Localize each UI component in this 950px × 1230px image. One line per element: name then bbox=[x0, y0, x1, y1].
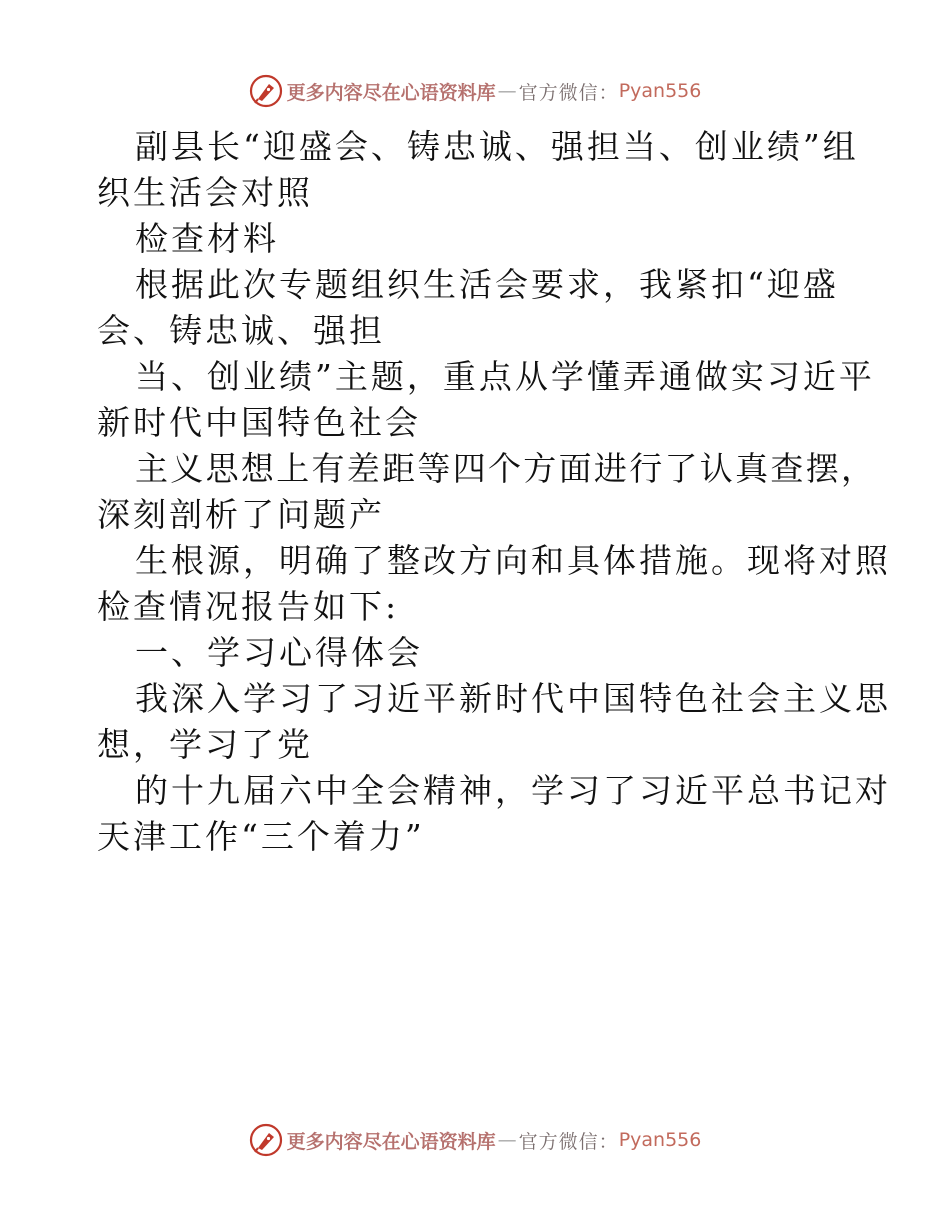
header-watermark bbox=[0, 71, 950, 111]
subtitle-line: 检查材料 bbox=[135, 219, 279, 258]
paragraph-line: 根据此次专题组织生活会要求，我紧扣“迎盛 bbox=[135, 265, 839, 304]
paragraph-line: 的十九届六中全会精神，学习了习近平总书记对 bbox=[135, 771, 891, 810]
watermark-separator: — bbox=[497, 1129, 517, 1151]
paragraph-line: 生根源，明确了整改方向和具体措施。现将对照 bbox=[135, 541, 891, 580]
footer-watermark bbox=[0, 1120, 950, 1160]
pen-nib-logo-icon bbox=[249, 74, 283, 108]
watermark-wechat-label: 官方微信： bbox=[518, 1130, 619, 1153]
pen-nib-logo-icon bbox=[249, 1123, 283, 1157]
document-body bbox=[97, 124, 891, 860]
paragraph-line: 会、铸忠诚、强担 bbox=[97, 311, 385, 350]
watermark-separator: — bbox=[497, 80, 517, 102]
paragraph-line: 深刻剖析了问题产 bbox=[97, 495, 385, 534]
watermark-wechat-id: Pyan556 bbox=[618, 1129, 702, 1151]
watermark-wechat-label: 官方微信： bbox=[518, 81, 619, 104]
watermark-main-text: 更多内容尽在心语资料库 bbox=[286, 1130, 496, 1153]
paragraph-line: 主义思想上有差距等四个方面进行了认真查摆， bbox=[135, 449, 877, 488]
watermark-main-text: 更多内容尽在心语资料库 bbox=[286, 81, 496, 104]
title-line-2: 织生活会对照 bbox=[97, 173, 313, 212]
paragraph-line: 检查情况报告如下: bbox=[97, 587, 400, 626]
title-line-1: 副县长“迎盛会、铸忠诚、强担当、创业绩”组 bbox=[135, 127, 859, 166]
paragraph-line: 我深入学习了习近平新时代中国特色社会主义思 bbox=[135, 679, 891, 718]
section-heading: 一、学习心得体会 bbox=[135, 633, 423, 672]
watermark-wechat-id: Pyan556 bbox=[618, 80, 702, 102]
paragraph-line: 新时代中国特色社会 bbox=[97, 403, 421, 442]
paragraph-line: 天津工作“三个着力” bbox=[97, 817, 425, 856]
paragraph-line: 想，学习了党 bbox=[97, 725, 313, 764]
paragraph-line: 当、创业绩”主题，重点从学懂弄通做实习近平 bbox=[135, 357, 875, 396]
